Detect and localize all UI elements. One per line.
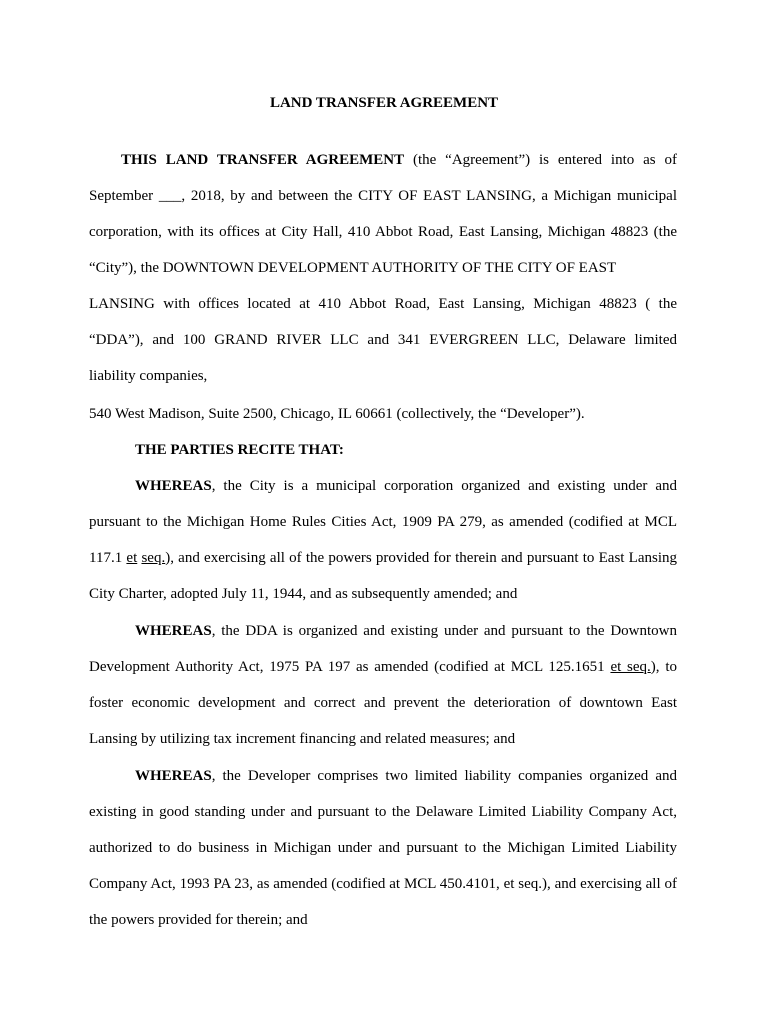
whereas-2-line-2 bbox=[89, 658, 677, 676]
intro-line-4: “City”), the DOWNTOWN DEVELOPMENT AUTHORITY OF THE CITY OF EAST bbox=[89, 260, 617, 276]
whereas-1-line-1-rest: , the City is a municipal corporation organized and existing under and bbox=[211, 478, 677, 494]
intro-line-6: “DDA”), and 100 GRAND RIVER LLC and 341 EVERGREEN LLC, Delaware limited bbox=[89, 332, 677, 348]
whereas-2-line-3: foster economic development and correct and prevent the deterioration of downtown East bbox=[89, 695, 677, 711]
intro-line-3: corporation, with its offices at City Hall, 410 Abbot Road, East Lansing, Michigan 48823 (the bbox=[89, 224, 677, 240]
whereas-2-line-4: Lansing by utilizing tax increment financing and related measures; and bbox=[89, 731, 516, 747]
whereas-2-line-2-b: ), to bbox=[650, 659, 677, 675]
whereas-3-lead: WHEREAS bbox=[135, 768, 212, 784]
et-seq-underline: et seq. bbox=[610, 659, 651, 675]
whereas-3-line-5: the powers provided for therein; and bbox=[89, 912, 308, 928]
whereas-1-lead: WHEREAS bbox=[135, 478, 212, 494]
intro-line-5: LANSING with offices located at 410 Abbot Road, East Lansing, Michigan 48823 ( the bbox=[89, 296, 677, 312]
whereas-1-line-3 bbox=[89, 549, 677, 567]
intro-line-2: September ___, 2018, by and between the CITY OF EAST LANSING, a Michigan municipal bbox=[89, 188, 677, 204]
whereas-2-line-1 bbox=[89, 622, 677, 640]
recitals-heading: THE PARTIES RECITE THAT: bbox=[135, 442, 344, 458]
intro-line-8: 540 West Madison, Suite 2500, Chicago, IL 60661 (collectively, the “Developer”). bbox=[89, 406, 585, 422]
intro-line-1 bbox=[89, 151, 677, 169]
whereas-2-line-2-a: Development Authority Act, 1975 PA 197 as amended (codified at MCL 125.1651 bbox=[89, 659, 611, 675]
whereas-3-line-1-rest: , the Developer comprises two limited liability companies organized and bbox=[211, 768, 677, 784]
whereas-1-line-3-b: ), and exercising all of the powers provided for therein and pursuant to East Lansing bbox=[165, 550, 677, 566]
whereas-1-line-2: pursuant to the Michigan Home Rules Cities Act, 1909 PA 279, as amended (codified at MCL bbox=[89, 514, 677, 530]
intro-line-7: liability companies, bbox=[89, 368, 208, 384]
et-underline: et bbox=[126, 550, 138, 566]
seq-underline: seq. bbox=[141, 550, 166, 566]
whereas-1-line-1 bbox=[89, 477, 677, 495]
document-title: LAND TRANSFER AGREEMENT bbox=[269, 95, 499, 111]
whereas-3-line-2: existing in good standing under and pursuant to the Delaware Limited Liability Company Act, bbox=[89, 804, 677, 820]
whereas-3-line-3: authorized to do business in Michigan under and pursuant to the Michigan Limited Liability bbox=[89, 840, 677, 856]
whereas-2-line-1-rest: , the DDA is organized and existing under and pursuant to the Downtown bbox=[211, 623, 677, 639]
whereas-2-lead: WHEREAS bbox=[135, 623, 212, 639]
whereas-3-line-1 bbox=[89, 767, 677, 785]
intro-lead: THIS LAND TRANSFER AGREEMENT bbox=[121, 152, 405, 168]
whereas-1-line-4: City Charter, adopted July 11, 1944, and as subsequently amended; and bbox=[89, 586, 518, 602]
whereas-1-line-3-a: 117.1 bbox=[89, 550, 127, 566]
whereas-3-line-4: Company Act, 1993 PA 23, as amended (codified at MCL 450.4101, et seq.), and exercising all of bbox=[89, 876, 677, 892]
intro-line-1-rest: (the “Agreement”) is entered into as of bbox=[404, 152, 677, 168]
